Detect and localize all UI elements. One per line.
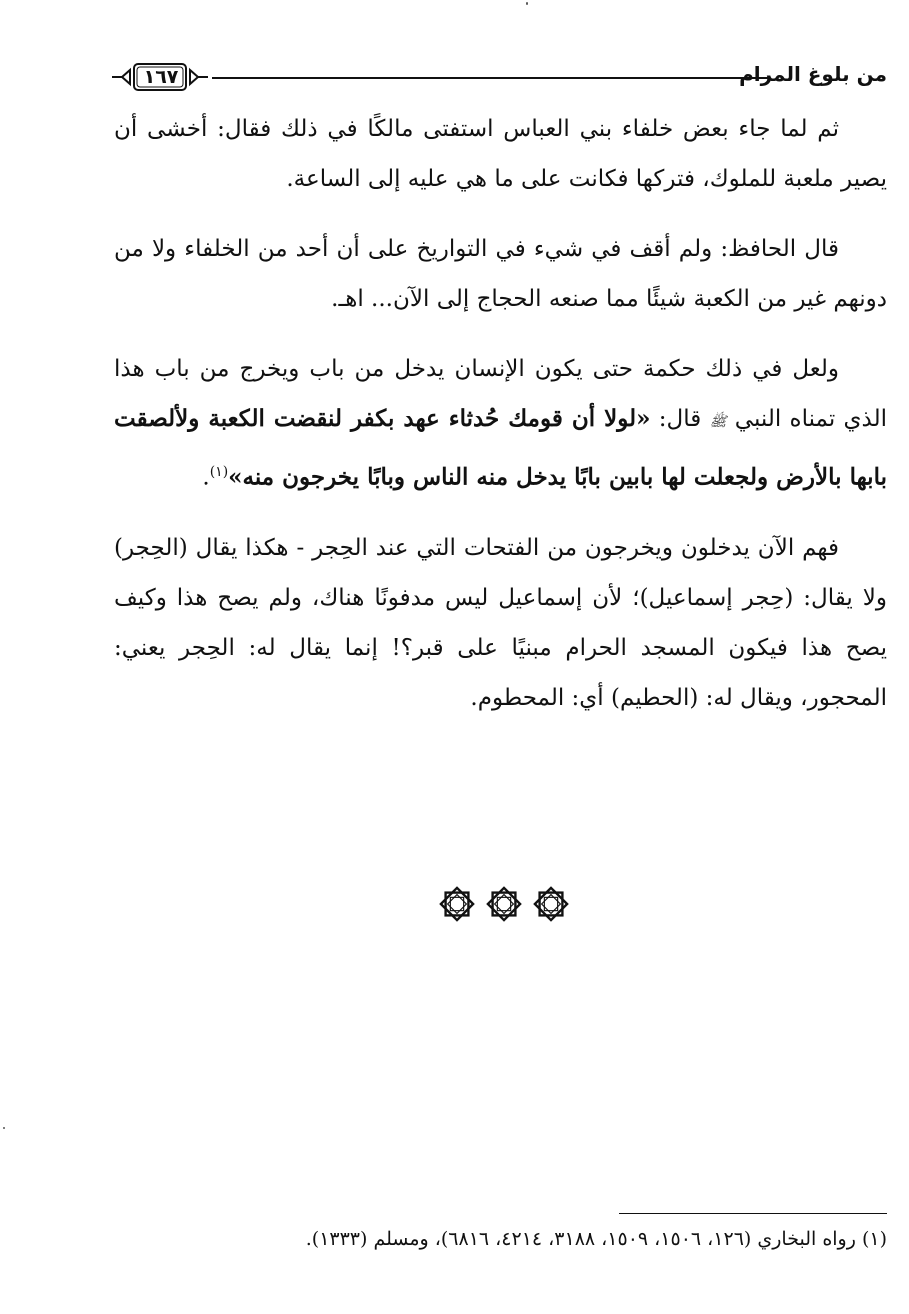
paragraph-1: ثم لما جاء بعض خلفاء بني العباس استفتى مالكًا في ذلك فقال: أخشى أن يصير ملعبة للملوك، فتركها فكانت على ما هي عليه إلى الساعة.	[114, 116, 887, 192]
honorific-salutation: ﷺ	[709, 414, 727, 430]
footnote-1: (١) رواه البخاري (١٢٦، ١٥٠٦، ١٥٠٩، ٣١٨٨، ٤٢١٤، ٦٨١٦)، ومسلم (١٣٣٣).	[305, 1228, 887, 1250]
paragraph-3-intro: ولعل في ذلك حكمة حتى يكون الإنسان يدخل من باب ويخرج من باب هذا الذي تمناه النبي	[114, 356, 887, 432]
paragraph-3-said: قال:	[658, 406, 702, 432]
scan-speck	[3, 1127, 5, 1129]
scan-speck	[526, 2, 528, 5]
paragraph-3-end: .	[202, 464, 210, 491]
paragraph-2: قال الحافظ: ولم أقف في شيء في التواريخ على أن أحد من الخلفاء ولا من دونهم غير من الكعبة شيئًا مما صنعه الحجاج إلى الآن... اهـ.	[114, 236, 887, 312]
hadith-quote: «لولا أن قومك حُدثاء عهد بكفر لنقضت الكعبة ولألصقت بابها بالأرض ولجعلت لها بابين بابًا يدخل منه الناس وبابًا يخرجون منه»	[114, 405, 887, 491]
star-icon	[438, 885, 476, 923]
section-ornament	[438, 885, 570, 925]
star-icon	[532, 885, 570, 923]
paragraph-4: فهم الآن يدخلون ويخرجون من الفتحات التي عند الحِجر - هكذا يقال (الحِجر) ولا يقال: (حِجر إسماعيل)؛ لأن إسماعيل ليس مدفونًا هناك، ولم يصح هذا وكيف يصح هذا فيكون المسجد الحرام مبنيًا على قبر؟! إنما يقال له: الحِجر يعني: المحجور، ويقال له: (الحطيم) أي: المحطوم.	[114, 534, 887, 711]
footnote-rule	[619, 1213, 887, 1214]
page-number: ١٦٧	[143, 66, 179, 88]
running-title: من بلوغ المرام	[739, 62, 887, 86]
star-icon	[485, 885, 523, 923]
page-body	[114, 104, 887, 743]
header-rule	[212, 77, 769, 79]
paragraph-3	[114, 344, 887, 503]
page-number-frame	[112, 62, 208, 92]
footnote-reference[interactable]: (١)	[209, 464, 229, 480]
page-header	[112, 58, 887, 98]
